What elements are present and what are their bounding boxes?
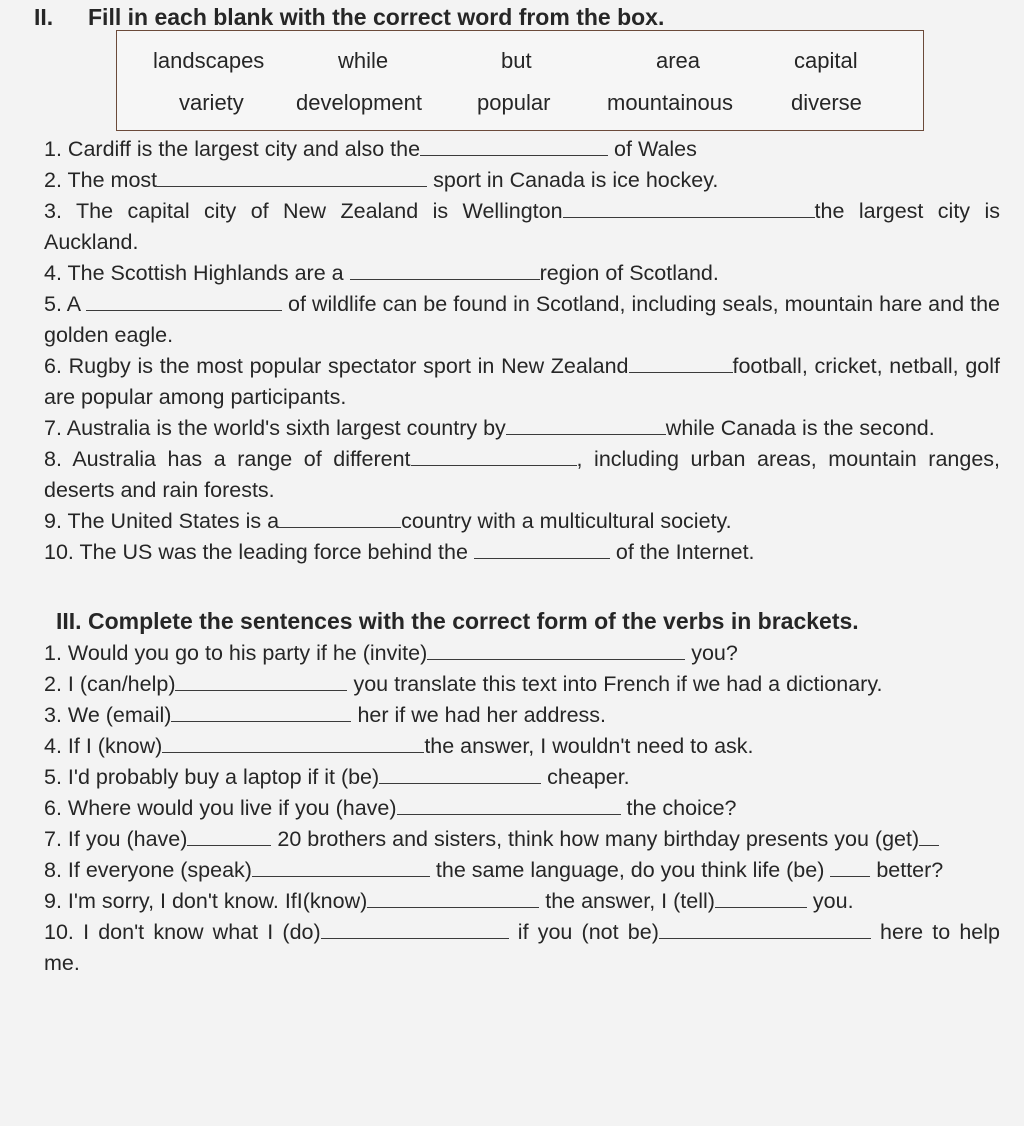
answer-blank[interactable]: [187, 827, 271, 846]
answer-blank[interactable]: [157, 168, 427, 187]
answer-blank[interactable]: [427, 641, 685, 660]
exercise-item: 5. A of wildlife can be found in Scotland, including seals, mountain hare and the golden eagle.: [44, 292, 1000, 347]
answer-blank[interactable]: [506, 416, 666, 435]
section-2-heading: [34, 2, 664, 33]
answer-blank[interactable]: [715, 889, 807, 908]
exercise-item: 5. I'd probably buy a laptop if it (be) cheaper.: [44, 765, 630, 789]
word-box-item: capital: [794, 48, 858, 73]
exercise-item: 7. If you (have) 20 brothers and sisters, think how many birthday presents you (get): [44, 824, 1000, 855]
word-box-item: popular: [477, 90, 551, 115]
answer-blank[interactable]: [474, 540, 610, 559]
exercise-item: 10. I don't know what I (do) if you (not be) here to help me.: [44, 920, 1000, 975]
answer-blank[interactable]: [379, 765, 541, 784]
answer-blank[interactable]: [367, 889, 539, 908]
word-box-item: while: [338, 48, 389, 73]
word-box-item: development: [296, 90, 422, 115]
answer-blank[interactable]: [321, 920, 509, 939]
answer-blank[interactable]: [420, 137, 608, 156]
section-2-title: Fill in each blank with the correct word from the box.: [88, 4, 665, 30]
exercise-item: 8. Australia has a range of different , including urban areas, mountain ranges, deserts and rain forests.: [44, 447, 1001, 502]
exercise-item: 9. The United States is a country with a multicultural society.: [44, 509, 732, 533]
answer-blank[interactable]: [171, 703, 351, 722]
word-box-item: variety: [179, 90, 244, 115]
answer-blank[interactable]: [659, 920, 871, 939]
exercise-item: 9. I'm sorry, I don't know. IfI(know) the answer, I (tell) you.: [44, 889, 854, 913]
section-3-heading: [56, 606, 859, 637]
word-box-item: area: [656, 48, 701, 73]
exercise-item: 10. The US was the leading force behind the of the Internet.: [44, 540, 755, 564]
answer-blank[interactable]: [919, 827, 939, 846]
exercise-item: 2. I (can/help) you translate this text into French if we had a dictionary.: [44, 672, 883, 696]
answer-blank[interactable]: [563, 199, 815, 218]
exercise-item: 2. The most sport in Canada is ice hockey.: [44, 168, 719, 192]
exercise-item: 7. Australia is the world's sixth largest country by while Canada is the second.: [44, 416, 935, 440]
exercise-item: 1. Would you go to his party if he (invite) you?: [44, 641, 738, 665]
answer-blank[interactable]: [629, 354, 733, 373]
answer-blank[interactable]: [279, 509, 401, 528]
exercise-item: 1. Cardiff is the largest city and also the of Wales: [44, 137, 697, 161]
section-3-exercise-list: [44, 638, 1000, 979]
answer-blank[interactable]: [175, 672, 347, 691]
word-box-item: but: [501, 48, 532, 73]
exercise-item: 6. Rugby is the most popular spectator sport in New Zealand football, cricket, netball, golf are popular among participants.: [44, 354, 1000, 409]
answer-blank[interactable]: [350, 261, 540, 280]
exercise-item: 3. We (email) her if we had her address.: [44, 703, 607, 727]
word-box: [116, 30, 924, 131]
answer-blank[interactable]: [411, 447, 577, 466]
section-2-number: II.: [34, 4, 54, 30]
exercise-item: 8. If everyone (speak) the same language, do you think life (be) better?: [44, 858, 944, 882]
exercise-item: 4. If I (know) the answer, I wouldn't need to ask.: [44, 734, 754, 758]
answer-blank[interactable]: [252, 858, 430, 877]
word-box-item: landscapes: [153, 48, 265, 73]
answer-blank[interactable]: [397, 796, 621, 815]
exercise-item: 3. The capital city of New Zealand is Wellington the largest city is Auckland.: [44, 199, 1001, 254]
word-box-item: diverse: [791, 90, 862, 115]
answer-blank[interactable]: [86, 292, 282, 311]
answer-blank[interactable]: [830, 858, 870, 877]
answer-blank[interactable]: [162, 734, 424, 753]
section-3-title: Complete the sentences with the correct form of the verbs in brackets.: [87, 608, 859, 634]
section-3-number: III.: [56, 608, 82, 634]
exercise-item: 4. The Scottish Highlands are a region of Scotland.: [44, 261, 719, 285]
exercise-item: 6. Where would you live if you (have) the choice?: [44, 796, 737, 820]
section-2-exercise-list: [44, 134, 1000, 568]
word-box-item: mountainous: [607, 90, 733, 115]
